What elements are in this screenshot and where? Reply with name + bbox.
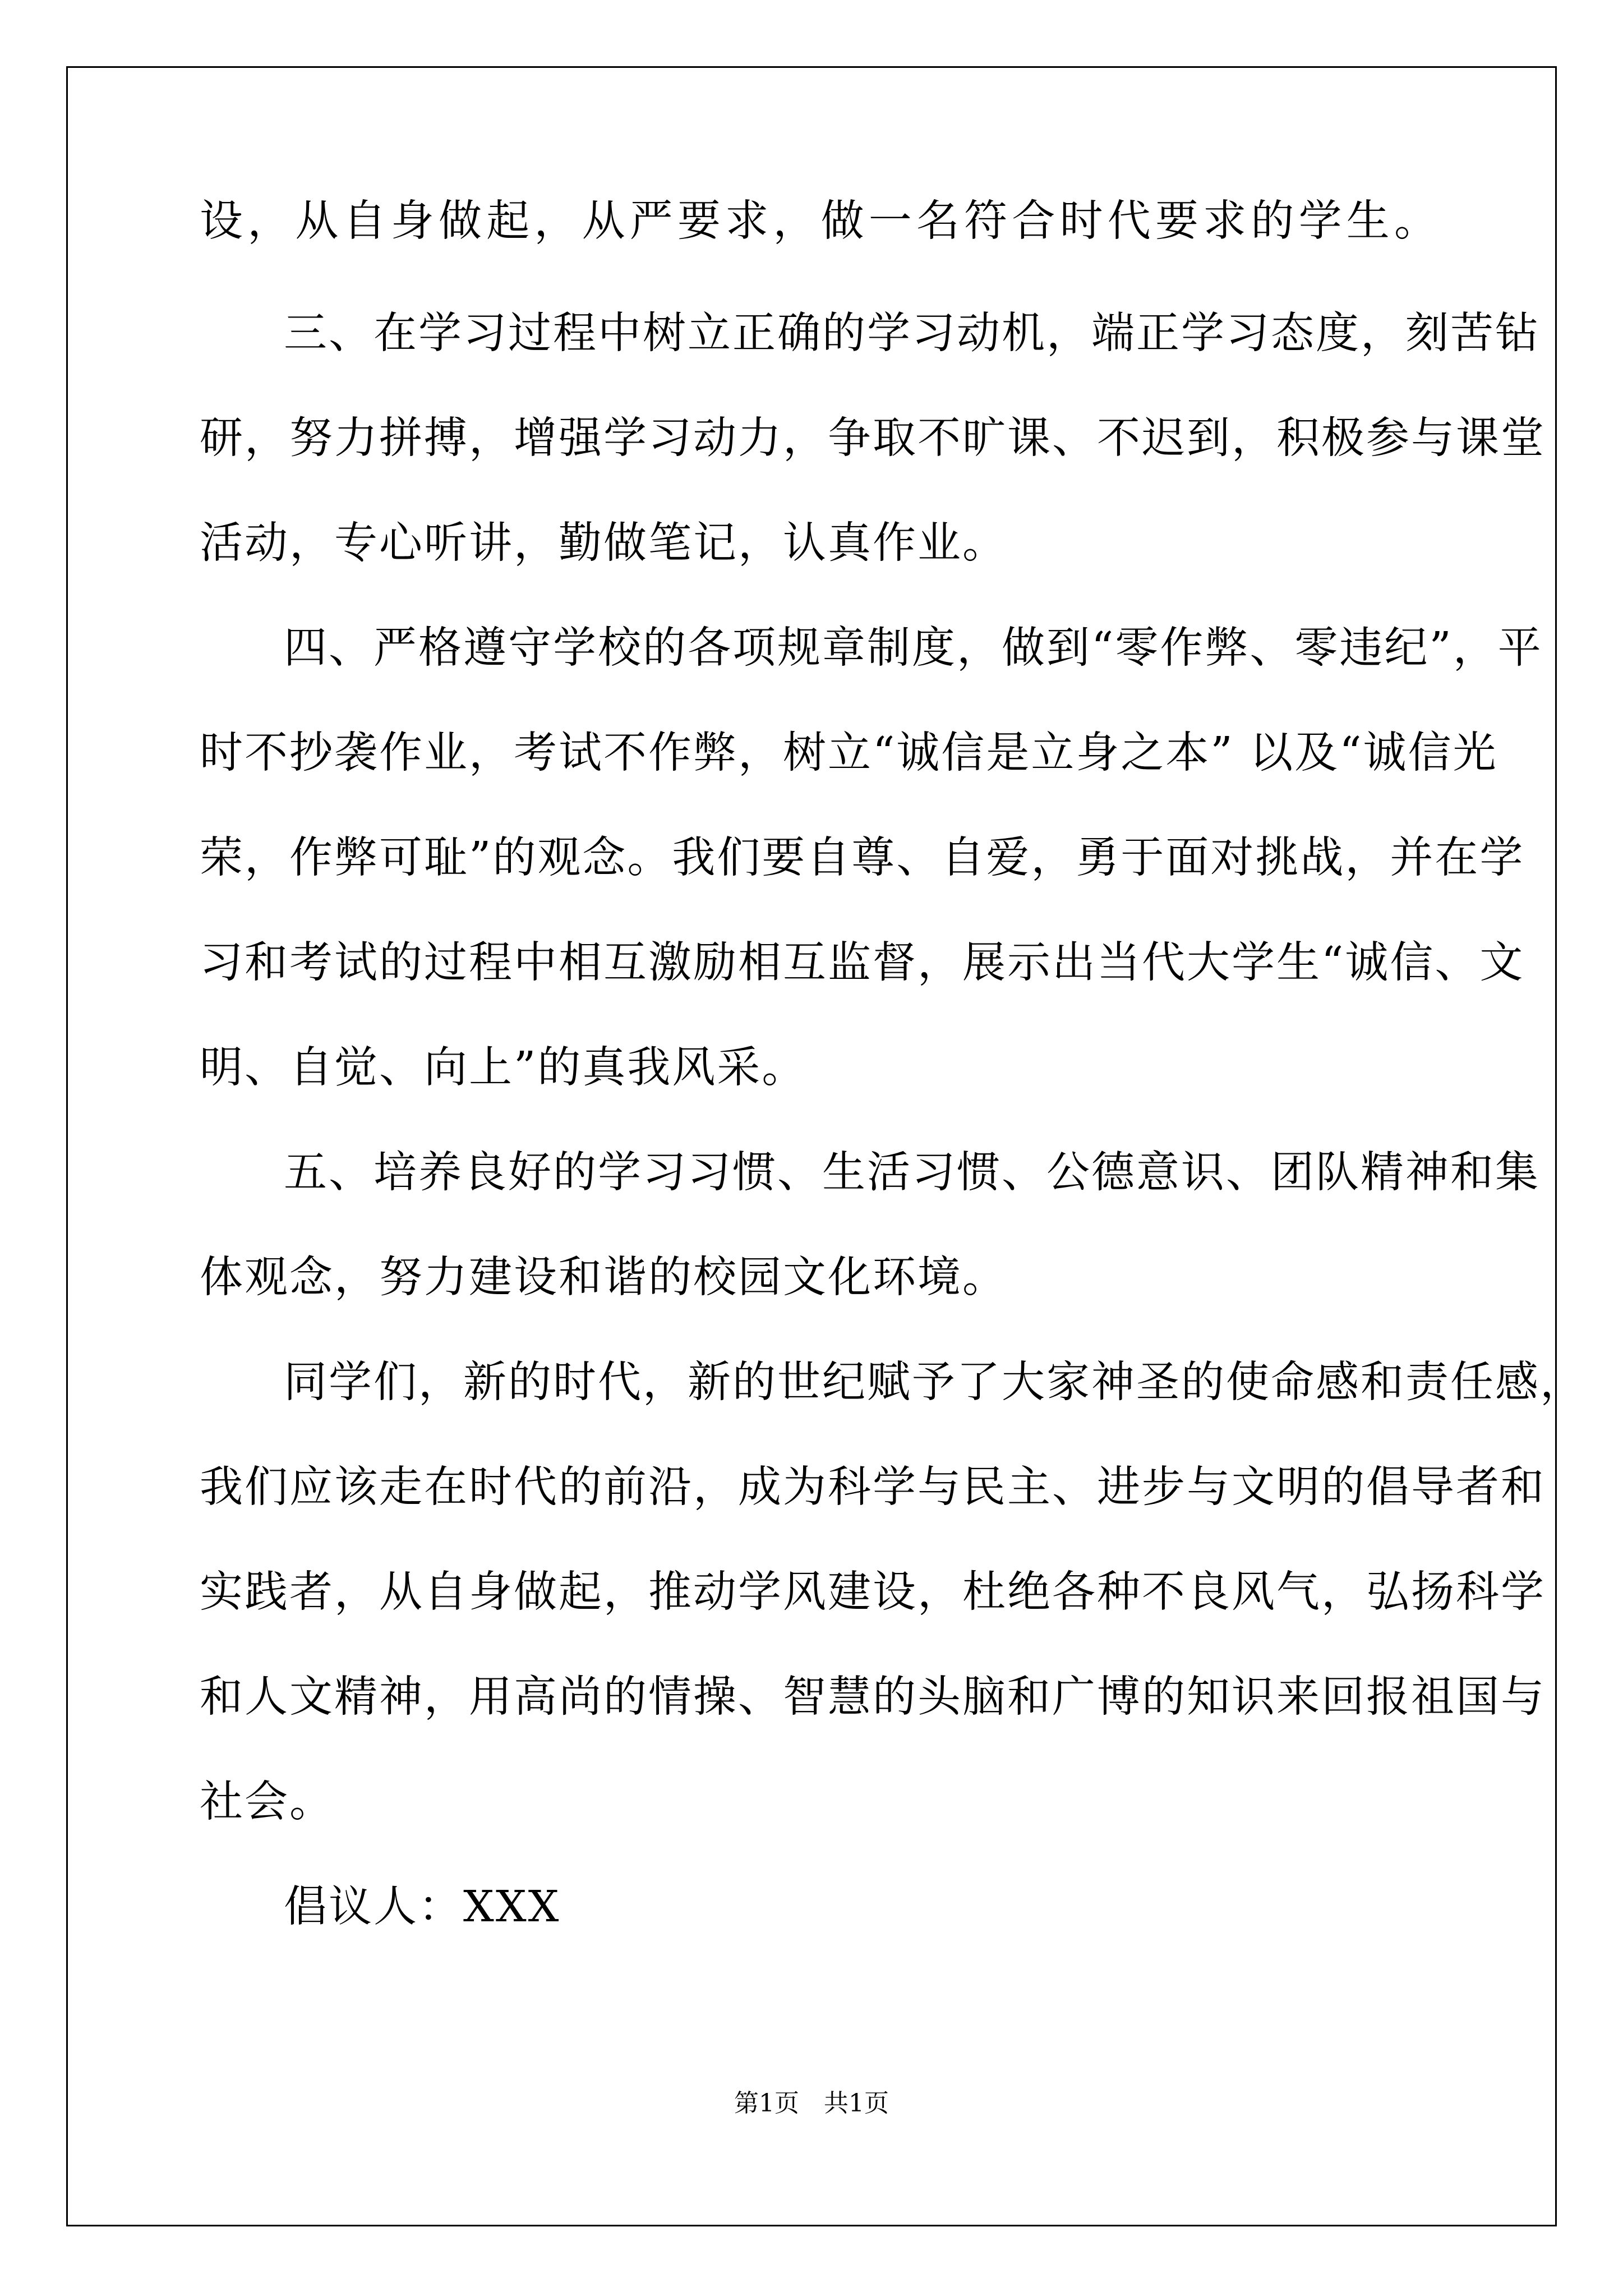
text-line: 荣，作弊可耻”的观念。我们要自尊、自爱，勇于面对挑战，并在学: [200, 833, 1525, 883]
signature-line: 倡议人：XXX: [284, 1882, 561, 1932]
text-line: 社会。: [200, 1777, 334, 1827]
text-line: 研，努力拼搏，增强学习动力，争取不旷课、不迟到，积极参与课堂: [200, 413, 1546, 463]
text-line: 实践者，从自身做起，推动学风建设，杜绝各种不良风气，弘扬科学: [200, 1567, 1546, 1617]
text-line: 时不抄袭作业，考试不作弊，树立“诚信是立身之本” 以及“诚信光: [200, 728, 1498, 778]
paragraph-five-line: 五、培养良好的学习习惯、生活习惯、公德意识、团队精神和集: [284, 1148, 1540, 1198]
text-line: 体观念，努力建设和谐的校园文化环境。: [200, 1253, 1007, 1303]
paragraph-three-line: 三、在学习过程中树立正确的学习动机，端正学习态度，刻苦钻: [284, 309, 1540, 358]
paragraph-four-line: 四、严格遵守学校的各项规章制度，做到“零作弊、零违纪”，平: [284, 623, 1543, 673]
closing-paragraph-line: 同学们，新的时代，新的世纪赋予了大家神圣的使命感和责任感，: [284, 1358, 1585, 1407]
page-number-footer: 第1页 共1页: [734, 2089, 889, 2118]
text-line: 设，从自身做起，从严要求，做一名符合时代要求的学生。: [200, 196, 1439, 246]
text-line: 我们应该走在时代的前沿，成为科学与民主、进步与文明的倡导者和: [200, 1462, 1546, 1512]
text-line: 和人文精神，用高尚的情操、智慧的头脑和广博的知识来回报祖国与: [200, 1672, 1546, 1722]
text-line: 习和考试的过程中相互激励相互监督，展示出当代大学生“诚信、文: [200, 938, 1525, 988]
text-line: 活动，专心听讲，勤做笔记，认真作业。: [200, 518, 1007, 568]
text-line: 明、自觉、向上”的真我风采。: [200, 1043, 807, 1093]
